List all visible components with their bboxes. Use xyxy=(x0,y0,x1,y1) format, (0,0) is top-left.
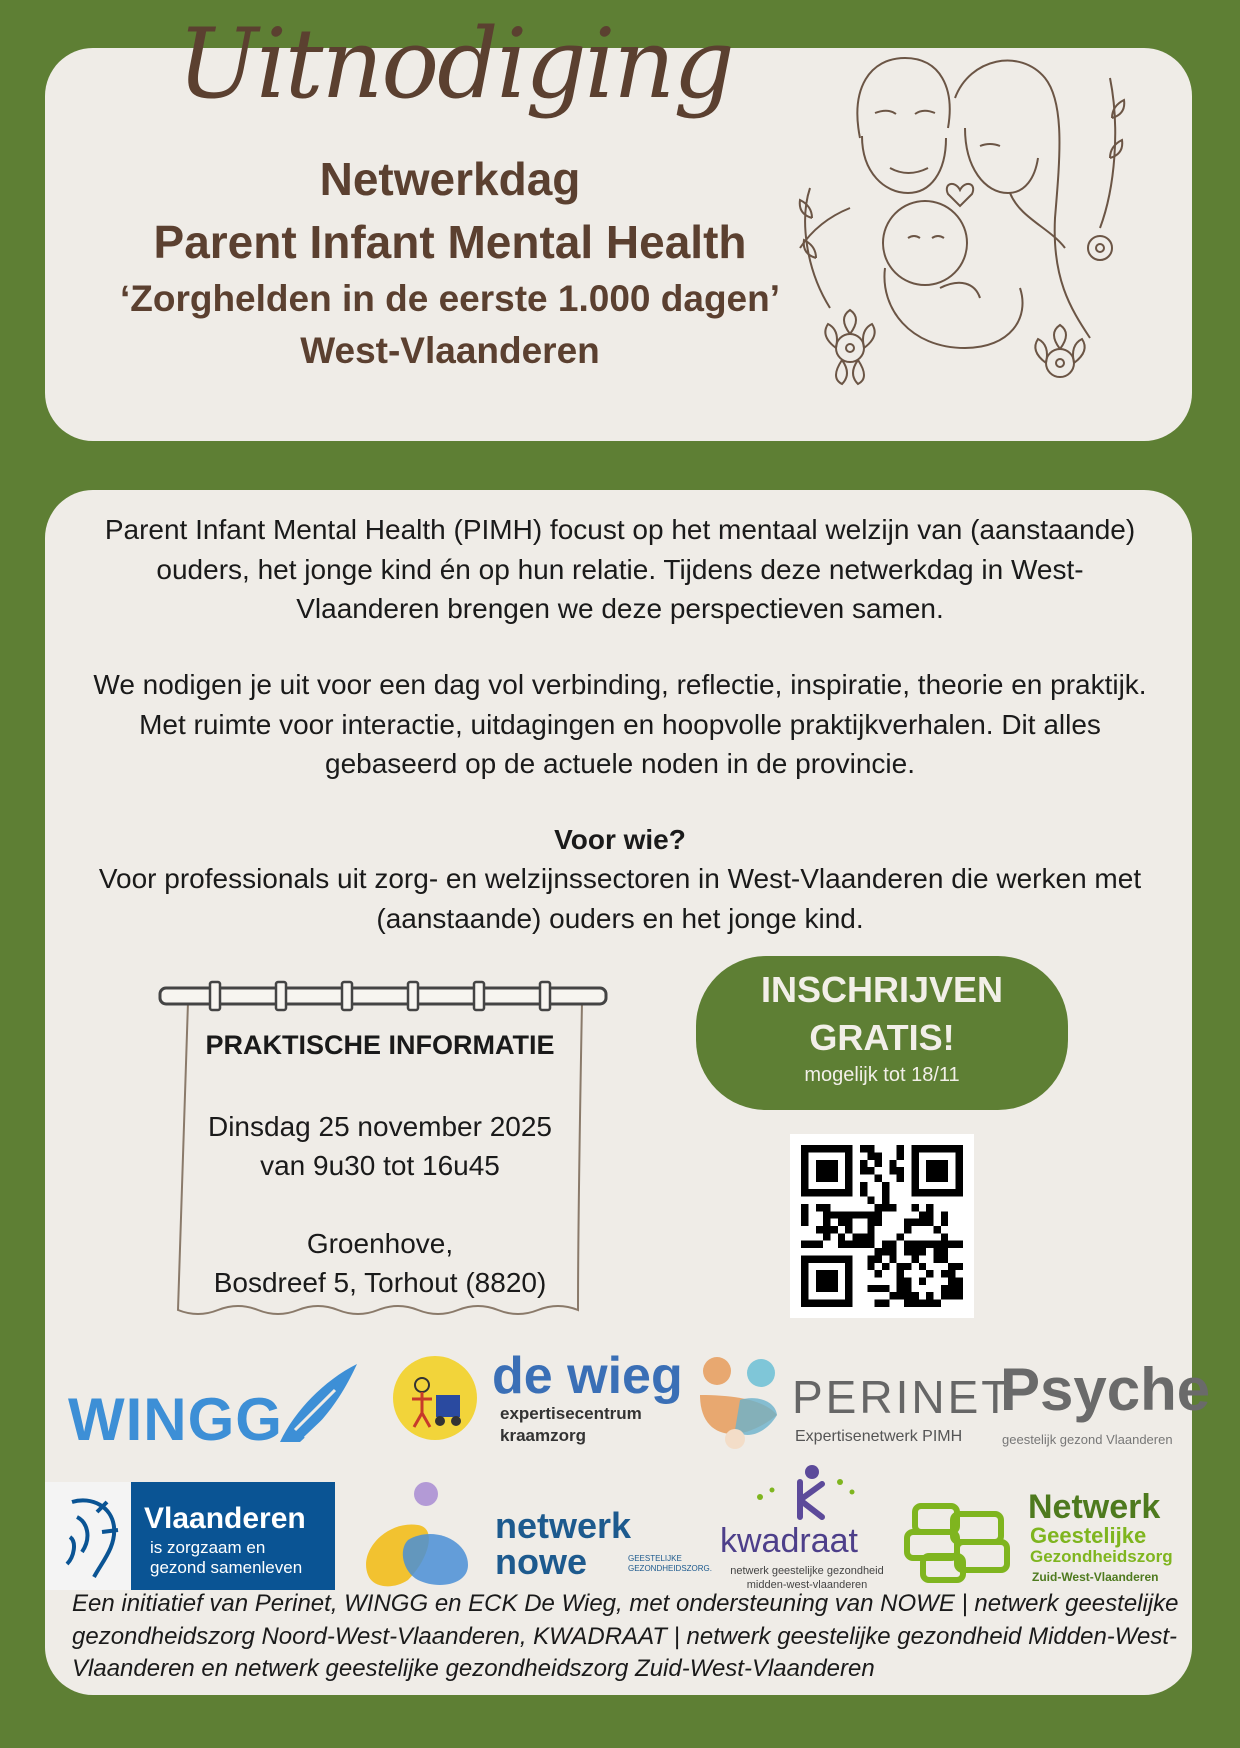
event-type: Netwerkdag xyxy=(319,153,581,205)
nowe-wordmark-line1: netwerk xyxy=(495,1505,632,1546)
vlaanderen-subtitle xyxy=(150,1538,302,1578)
kwadraat-subtitle-line2: midden-west-vlaanderen xyxy=(746,1579,868,1591)
ngz-wordmark-line2: Geestelijke xyxy=(1030,1523,1147,1548)
parent-child-icon xyxy=(695,1355,785,1450)
psyche-subtitle: geestelijk gezond Vlaanderen xyxy=(1002,1432,1173,1447)
event-region: West-Vlaanderen xyxy=(300,330,600,371)
intro-paragraph-1: Parent Infant Mental Health (PIMH) focust op het mentaal welzijn van (aanstaande) ouders, het jonge kind én op hun relatie. Tijdens deze netwerkdag in West-Vlaanderen brengen we deze perspectieven samen. xyxy=(104,514,1136,624)
event-date: Dinsdag 25 november 2025 xyxy=(207,1111,552,1142)
kwadraat-figure-icon xyxy=(750,1462,860,1522)
perinet-wordmark: PERINET xyxy=(792,1371,1013,1423)
ngz-region: Zuid-West-Vlaanderen xyxy=(1032,1570,1159,1584)
child-drawing-icon xyxy=(392,1355,478,1441)
venue-name: Groenhove, xyxy=(306,1228,454,1259)
dewieg-wordmark: de wieg xyxy=(492,1347,683,1405)
practical-info-title: PRAKTISCHE INFORMATIE xyxy=(205,1030,555,1060)
nowe-subtitle-line1: GEESTELIJKE xyxy=(628,1554,682,1563)
kwadraat-subtitle-line1: netwerk geestelijke gezondheid xyxy=(730,1565,884,1577)
register-deadline: mogelijk tot 18/11 xyxy=(804,1064,960,1086)
vlaanderen-subtitle-line1: is zorgzaam en xyxy=(150,1538,266,1557)
event-time: van 9u30 tot 16u45 xyxy=(260,1150,500,1181)
registration-qr-code[interactable] xyxy=(790,1134,974,1318)
ngz-wordmark-line1: Netwerk xyxy=(1028,1488,1161,1526)
intro-paragraph-2: We nodigen je uit voor een dag vol verbinding, reflectie, inspiratie, theorie en praktijk. Met ruimte voor interactie, uitdagingen en hoopvolle praktijkverhalen. Dit alles gebaseerd op de actuele noden in de provincie. xyxy=(93,669,1147,779)
kwadraat-wordmark: kwadraat xyxy=(720,1522,858,1560)
invitation-title: Uitnodiging xyxy=(177,8,733,120)
nowe-shapes-icon xyxy=(358,1480,478,1590)
event-tagline: ‘Zorghelden in de eerste 1.000 dagen’ xyxy=(119,278,781,319)
event-name: Parent Infant Mental Health xyxy=(153,216,747,268)
vlaanderen-wordmark: Vlaanderen xyxy=(144,1502,306,1535)
wing-icon xyxy=(275,1360,360,1445)
initiative-credits: Een initiatief van Perinet, WINGG en ECK De Wieg, met ondersteuning van NOWE | netwerk geestelijke gezondheidszorg Noord-West-Vlaanderen, KWADRAAT | netwerk geestelijke gezondheid Midden-West-Vlaanderen en netwerk geestelijke gezondheidszorg Zuid-West-Vlaanderen xyxy=(72,1590,1179,1682)
nowe-wordmark xyxy=(495,1505,632,1582)
perinet-subtitle: Expertisenetwerk PIMH xyxy=(795,1428,963,1445)
dewieg-subtitle-line2: kraamzorg xyxy=(500,1426,586,1445)
nowe-subtitle xyxy=(628,1554,712,1574)
practical-date-time xyxy=(185,1107,575,1185)
register-button[interactable] xyxy=(696,956,1068,1110)
dewieg-subtitle-line1: expertisecentrum xyxy=(500,1404,642,1423)
dewieg-subtitle xyxy=(500,1403,642,1447)
venue-address: Bosdreef 5, Torhout (8820) xyxy=(213,1267,547,1298)
flemish-lion-icon xyxy=(52,1492,124,1582)
nowe-subtitle-line2: GEZONDHEIDSZORG. xyxy=(628,1564,713,1573)
practical-location xyxy=(185,1224,575,1302)
qr-code-icon xyxy=(790,1134,974,1318)
nowe-wordmark-line2: nowe xyxy=(495,1541,588,1582)
family-illustration xyxy=(790,18,1130,398)
psyche-wordmark: Psyche xyxy=(1000,1356,1211,1423)
ngz-blocks-icon xyxy=(903,1500,1013,1584)
vlaanderen-subtitle-line2: gezond samenleven xyxy=(150,1558,303,1577)
audience-title: Voor wie? xyxy=(554,824,686,855)
audience-text: Voor professionals uit zorg- en welzijnssectoren in West-Vlaanderen die werken met (aanstaande) ouders en het jonge kind. xyxy=(98,863,1142,934)
register-label: INSCHRIJVEN xyxy=(760,969,1004,1010)
register-free-label: GRATIS! xyxy=(809,1017,955,1058)
wingg-wordmark: WINGG xyxy=(68,1386,283,1453)
ngz-wordmark-line3: Gezondheidszorg xyxy=(1030,1547,1173,1566)
